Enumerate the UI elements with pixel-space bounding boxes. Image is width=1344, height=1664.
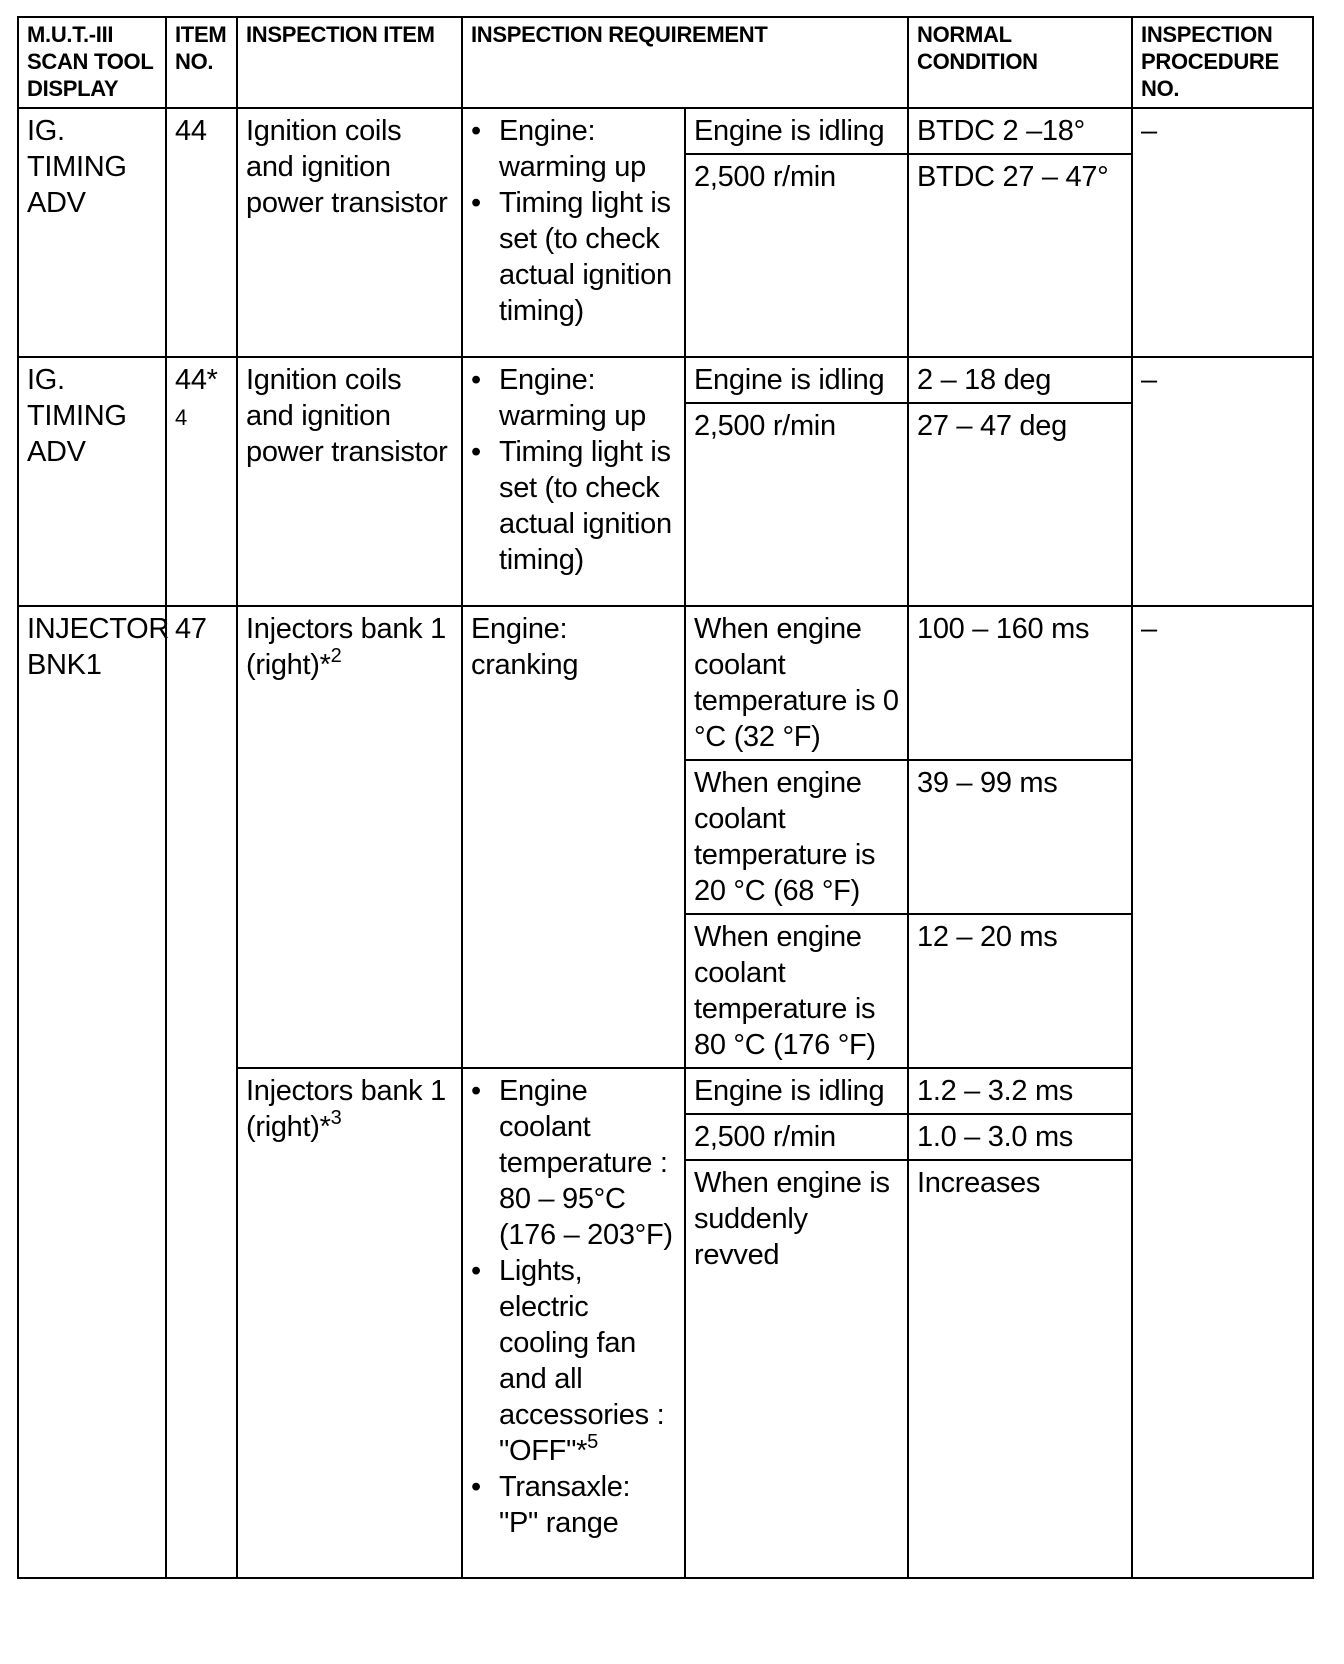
display-cell: INJECTOR BNK1 (18, 606, 166, 1578)
condition-cell: 2,500 r/min (685, 1114, 908, 1160)
normal-condition-cell: 100 – 160 ms (908, 606, 1132, 760)
item-no-cell: 47 (166, 606, 237, 1578)
header-item-no: ITEM NO. (166, 17, 237, 108)
requirement-cell (462, 1068, 685, 1578)
item-no-cell (166, 357, 237, 606)
requirement-cell (462, 108, 685, 357)
normal-condition-cell: 27 – 47 deg (908, 403, 1132, 606)
normal-condition-cell: 2 – 18 deg (908, 357, 1132, 403)
item-no-cell: 44 (166, 108, 237, 357)
table-row (18, 606, 1313, 760)
item-no-note: 4 (175, 405, 187, 430)
procedure-cell: – (1132, 357, 1313, 606)
procedure-cell: – (1132, 606, 1313, 1578)
requirement-bullet: • Engine coolant temperature : 80 – 95°C (176 – 203°F) (499, 1073, 676, 1253)
condition-cell: When engine coolant temperature is 80 °C (176 °F) (685, 914, 908, 1068)
inspection-item-cell (237, 606, 462, 1068)
condition-cell: 2,500 r/min (685, 154, 908, 357)
footnote-marker: 5 (587, 1431, 598, 1453)
normal-condition-cell: 1.2 – 3.2 ms (908, 1068, 1132, 1114)
item-no-main: 44* (175, 364, 218, 396)
requirement-bullet: • Transaxle: "P" range (499, 1469, 676, 1541)
normal-condition-cell: 1.0 – 3.0 ms (908, 1114, 1132, 1160)
normal-condition-cell: 12 – 20 ms (908, 914, 1132, 1068)
requirement-bullet: • Engine: warming up (499, 362, 676, 434)
header-normal-condition: NORMAL CONDITION (908, 17, 1132, 108)
condition-cell: Engine is idling (685, 357, 908, 403)
condition-cell: When engine is suddenly revved (685, 1160, 908, 1578)
normal-condition-cell: BTDC 27 – 47° (908, 154, 1132, 357)
requirement-bullet: • Engine: warming up (499, 113, 676, 185)
footnote-marker: 2 (330, 645, 342, 667)
requirement-bullet (499, 1253, 676, 1469)
requirement-cell (462, 357, 685, 606)
procedure-cell: – (1132, 108, 1313, 357)
normal-condition-cell: 39 – 99 ms (908, 760, 1132, 914)
footnote-marker: 3 (330, 1107, 342, 1129)
header-row (18, 17, 1313, 108)
inspection-item-text: Injectors bank 1 (right)* (246, 1075, 446, 1143)
inspection-item-text: Injectors bank 1 (right)* (246, 613, 446, 681)
header-procedure-no: INSPECTION PROCEDURE NO. (1132, 17, 1313, 108)
condition-cell: Engine is idling (685, 1068, 908, 1114)
requirement-bullet: • Timing light is set (to check actual ignition timing) (499, 434, 676, 578)
condition-cell: 2,500 r/min (685, 403, 908, 606)
requirement-cell: Engine: cranking (462, 606, 685, 1068)
inspection-table (17, 16, 1314, 1579)
header-inspection-item: INSPECTION ITEM (237, 17, 462, 108)
display-cell: IG. TIMING ADV (18, 108, 166, 357)
inspection-item-cell: Ignition coils and ignition power transistor (237, 357, 462, 606)
condition-cell: When engine coolant temperature is 20 °C (68 °F) (685, 760, 908, 914)
requirement-text: Lights, electric cooling fan and all accessories : "OFF"* (499, 1255, 665, 1467)
table-row (18, 357, 1313, 403)
condition-cell: Engine is idling (685, 108, 908, 154)
header-display: M.U.T.-III SCAN TOOL DISPLAY (18, 17, 166, 108)
normal-condition-cell: BTDC 2 –18° (908, 108, 1132, 154)
condition-cell: When engine coolant temperature is 0 °C (32 °F) (685, 606, 908, 760)
inspection-item-cell: Ignition coils and ignition power transistor (237, 108, 462, 357)
table-row (18, 108, 1313, 154)
normal-condition-cell: Increases (908, 1160, 1132, 1578)
display-cell: IG. TIMING ADV (18, 357, 166, 606)
header-inspection-requirement: INSPECTION REQUIREMENT (462, 17, 908, 108)
inspection-item-cell (237, 1068, 462, 1578)
requirement-bullet: • Timing light is set (to check actual ignition timing) (499, 185, 676, 329)
